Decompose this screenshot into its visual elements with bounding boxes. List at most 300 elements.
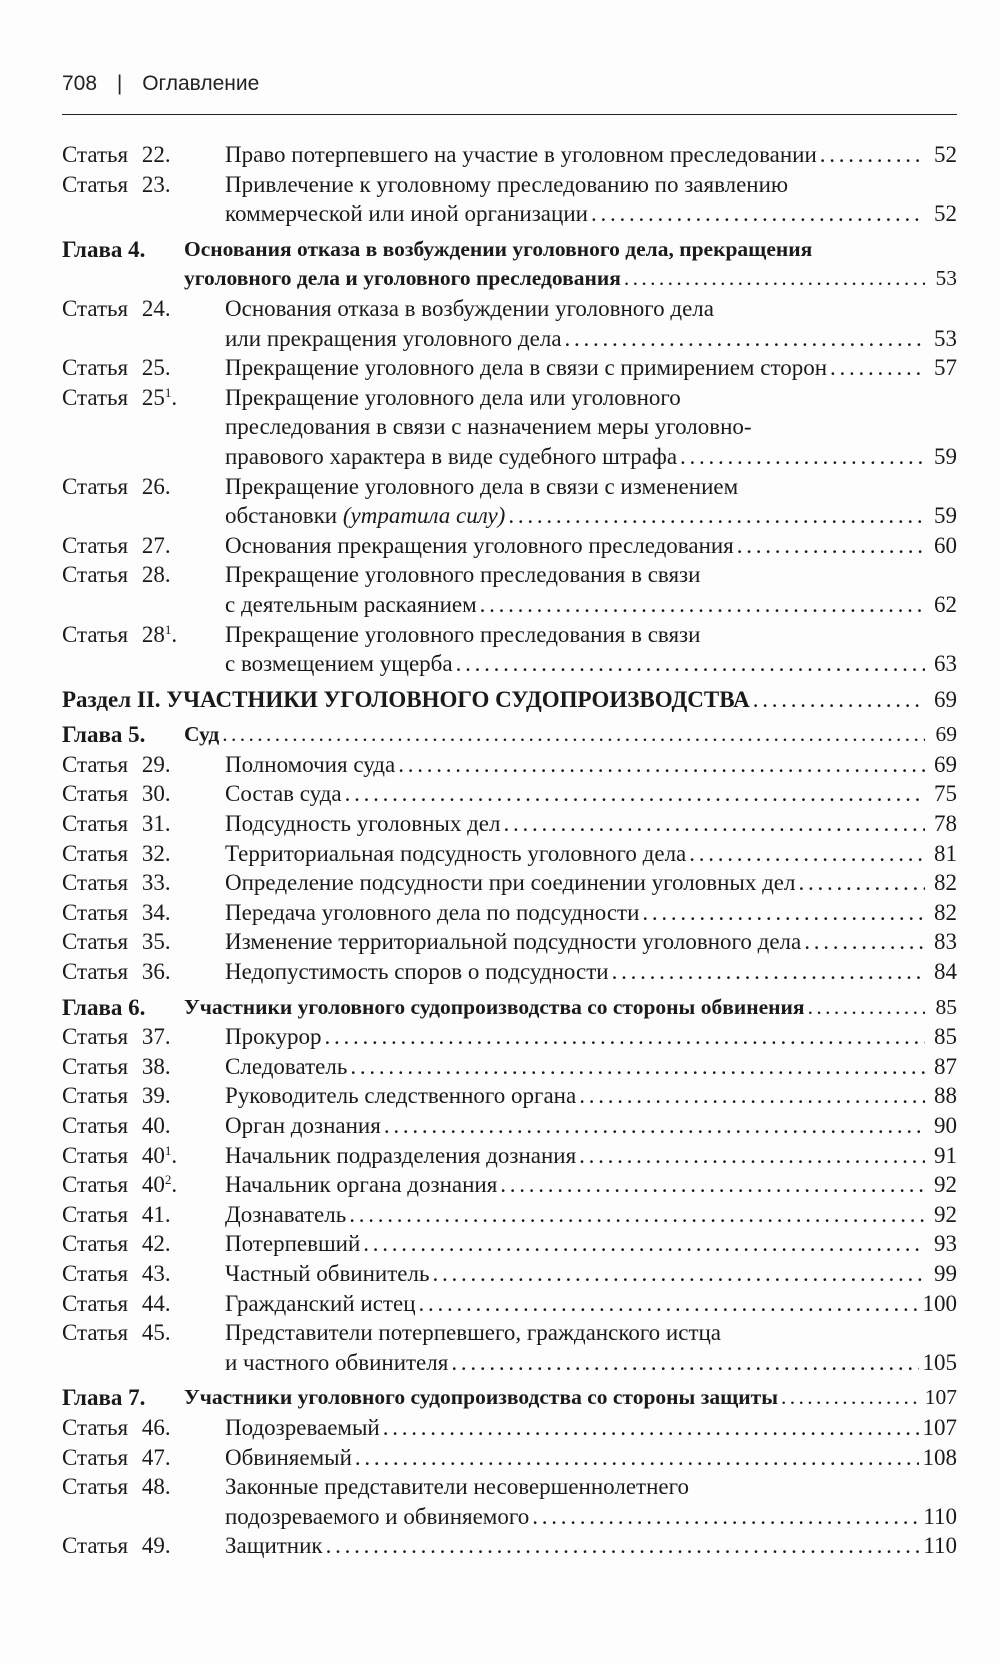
entry-label: Статья 26. <box>62 473 171 499</box>
entry-label: Статья 24. <box>62 295 171 321</box>
entry-label: Глава 7. <box>62 1385 146 1411</box>
entry-label: Статья 47. <box>62 1444 171 1470</box>
entry-number: 23 <box>141 171 165 197</box>
entry-title-line: Право потерпевшего на участие в уголовном преследовании <box>225 142 817 167</box>
entry-label: Статья 35. <box>62 929 171 955</box>
entry-title <box>225 1111 957 1141</box>
entry-label: Глава 6. <box>62 994 146 1020</box>
entry-title-lastline <box>184 993 957 1023</box>
dot-leader <box>355 1443 919 1473</box>
entry-label: Статья 28. <box>62 562 171 588</box>
dot-leader <box>363 1229 925 1259</box>
entry-prefix: Статья <box>62 1142 129 1168</box>
entry-title-text <box>225 1170 497 1200</box>
toc-entry-article <box>62 927 957 957</box>
entry-page-number: 90 <box>934 1113 957 1138</box>
entry-page-number: 69 <box>935 722 957 747</box>
entry-title-line: Подсудность уголовных дел <box>225 811 501 837</box>
entry-title-text <box>225 1289 416 1319</box>
entry-title-text <box>225 1259 429 1289</box>
entry-page-number: 108 <box>922 1444 957 1470</box>
entry-label: Статья 42. <box>62 1231 171 1257</box>
entry-title-text <box>225 839 686 869</box>
entry-page-number: 52 <box>934 142 957 167</box>
entry-title-line: Прекращение уголовного преследования в связи <box>225 562 701 588</box>
entry-title-line: Основания прекращения уголовного преследования <box>225 532 734 558</box>
entry-number-superscript: 1 <box>164 1142 172 1158</box>
entry-title-line: Законные представители несовершеннолетнего <box>225 1474 689 1500</box>
toc-entry-article <box>62 531 957 561</box>
entry-title-line: Орган дознания <box>225 1113 381 1138</box>
entry-page-number: 81 <box>934 840 957 866</box>
entry-page-number: 107 <box>922 1414 957 1440</box>
entry-title-line: Представители потерпевшего, гражданского истца <box>225 1320 722 1346</box>
toc-entry-section <box>62 685 957 715</box>
toc-entry-article <box>62 1081 957 1111</box>
entry-title-text <box>225 898 639 928</box>
toc-entry-article <box>62 957 957 987</box>
entry-page-number: 107 <box>924 1385 957 1410</box>
entry-prefix: Статья <box>62 532 129 558</box>
entry-title-lastline <box>225 531 957 561</box>
entry-title <box>225 957 957 987</box>
dot-leader <box>798 868 925 898</box>
entry-number: 43 <box>141 1260 165 1286</box>
entry-prefix: Глава <box>62 236 123 262</box>
entry-title-lastline <box>225 590 957 620</box>
entry-number-superscript: 2 <box>164 1172 172 1188</box>
entry-title-lastline <box>225 1229 957 1259</box>
entry-title-text <box>225 199 588 229</box>
entry-title-line: Прекращение уголовного дела в связи с примирением сторон <box>225 355 827 381</box>
entry-title <box>225 472 957 531</box>
dot-leader <box>689 839 925 869</box>
entry-title-line: Состав суда <box>225 781 342 807</box>
entry-title-lastline <box>62 685 957 715</box>
entry-title <box>225 809 957 839</box>
entry-prefix: Статья <box>62 899 129 925</box>
entry-label: Статья 40. <box>62 1113 171 1138</box>
dot-leader <box>222 720 925 750</box>
entry-title-text <box>225 1413 380 1443</box>
entry-title-line: и частного обвинителя <box>225 1349 449 1375</box>
entry-prefix: Глава <box>62 994 123 1020</box>
entry-page-number: 85 <box>934 1024 957 1050</box>
entry-page-number: 110 <box>923 1533 957 1559</box>
entry-number-superscript: 1 <box>164 621 172 637</box>
entry-page-number: 93 <box>934 1231 957 1257</box>
dot-leader <box>508 501 925 531</box>
entry-title-lastline <box>225 1141 957 1171</box>
entry-page-number: 99 <box>934 1260 957 1286</box>
entry-prefix: Статья <box>62 751 129 777</box>
entry-title-text <box>225 353 827 383</box>
entry-prefix: Статья <box>62 473 129 499</box>
entry-number: 47 <box>141 1444 165 1470</box>
entry-title <box>225 170 957 229</box>
entry-title-line: Потерпевший <box>225 1231 361 1257</box>
entry-number: 33 <box>141 870 165 896</box>
page-number: 708 <box>62 72 98 95</box>
entry-number: 28 <box>141 621 165 647</box>
dot-leader <box>324 1022 925 1052</box>
toc-entry-article <box>62 294 957 353</box>
toc-entry-article <box>62 140 957 170</box>
toc-entry-article <box>62 170 957 229</box>
toc-entry-article <box>62 560 957 619</box>
entry-label: Глава 5. <box>62 722 146 748</box>
entry-page-number: 69 <box>934 751 957 777</box>
entry-title-line: Защитник <box>225 1533 323 1559</box>
entry-page-number: 82 <box>934 870 957 896</box>
entry-title-line: Участники уголовного судопроизводства со стороны защиты <box>184 1385 778 1410</box>
entry-number: 40 <box>141 1142 165 1168</box>
entry-label: Статья 45. <box>62 1320 171 1346</box>
header-title: Оглавление <box>142 72 260 95</box>
entry-title-lastline <box>225 1259 957 1289</box>
entry-prefix: Статья <box>62 1024 129 1050</box>
toc-entry-chapter <box>62 235 957 294</box>
entry-prefix: Статья <box>62 811 129 837</box>
entry-title-line: с возмещением ущерба <box>225 651 453 677</box>
entry-title-line: Основания отказа в возбуждении уголовного дела, прекращения <box>184 236 813 261</box>
entry-title-text <box>225 957 609 987</box>
entry-title-line: Основания отказа в возбуждении уголовного дела <box>225 295 714 321</box>
entry-title-text <box>225 1200 346 1230</box>
entry-title-line: подозреваемого и обвиняемого <box>225 1503 530 1529</box>
entry-title-text <box>225 649 453 679</box>
entry-label: Статья 36. <box>62 959 171 985</box>
entry-label: Статья 27. <box>62 532 171 558</box>
entry-title <box>225 531 957 561</box>
entry-title-line: правового характера в виде судебного штрафа <box>225 443 678 469</box>
entry-title-line: с деятельным раскаянием <box>225 591 477 617</box>
entry-label: Статья 25. <box>62 355 171 381</box>
entry-page-number: 91 <box>934 1142 957 1168</box>
entry-title-line: Частный обвинитель <box>225 1260 430 1286</box>
entry-title-line: Начальник подразделения дознания <box>225 1142 577 1168</box>
dot-leader <box>612 957 925 987</box>
entry-label: Статья 37. <box>62 1024 171 1050</box>
entry-page-number: 53 <box>935 266 957 291</box>
entry-title-text <box>225 1229 360 1259</box>
entry-title-text <box>184 1383 778 1413</box>
entry-title-line: Недопустимость споров о подсудности <box>225 959 609 985</box>
entry-prefix: Статья <box>62 1113 129 1138</box>
entry-title <box>225 140 957 170</box>
entry-number: 42 <box>141 1231 165 1257</box>
entry-label: Статья 31. <box>62 811 171 837</box>
entry-title <box>225 1170 957 1200</box>
entry-title-line: Прекращение уголовного дела в связи с изменением <box>225 473 739 499</box>
toc-entry-chapter <box>62 1383 957 1413</box>
entry-title-line: или прекращения уголовного дела <box>225 325 562 351</box>
dot-leader <box>432 1259 925 1289</box>
entry-number: 48 <box>141 1474 165 1500</box>
entry-title-text <box>225 927 801 957</box>
entry-title-line: Гражданский истец <box>225 1290 416 1316</box>
entry-prefix: Статья <box>62 1201 129 1227</box>
entry-prefix: Статья <box>62 1474 129 1500</box>
entry-label: Статья $28^1$. <box>62 621 178 647</box>
toc-entry-chapter <box>62 993 957 1023</box>
entry-number: 40 <box>141 1172 165 1198</box>
entry-title <box>225 1229 957 1259</box>
entry-prefix: Статья <box>62 1053 129 1079</box>
entry-title-text <box>225 324 562 354</box>
entry-title-lastline <box>225 1413 957 1443</box>
entry-number: 45 <box>141 1320 165 1346</box>
entry-page-number: 92 <box>934 1172 957 1198</box>
entry-number: 30 <box>141 781 165 807</box>
toc-entry-article <box>62 383 957 472</box>
toc-entry-article <box>62 1111 957 1141</box>
entry-title-lastline <box>225 927 957 957</box>
entry-page-number: 69 <box>934 686 957 712</box>
entry-title <box>184 1383 957 1413</box>
entry-title <box>225 1200 957 1230</box>
entry-number: 25 <box>141 355 165 381</box>
entry-page-number: 84 <box>934 959 957 985</box>
toc-entry-article <box>62 1443 957 1473</box>
entry-title-line: Полномочия суда <box>225 751 396 777</box>
entry-title-lastline <box>225 868 957 898</box>
entry-title-text <box>184 264 621 294</box>
entry-label: Статья $40^2$. <box>62 1172 178 1198</box>
entry-page-number: 82 <box>934 899 957 925</box>
entry-title-line: Подозреваемый <box>225 1414 380 1440</box>
entry-title-line: Дознаватель <box>225 1201 347 1227</box>
toc-entry-article <box>62 1259 957 1289</box>
entry-title <box>225 1022 957 1052</box>
entry-title-line: Прокурор <box>225 1024 322 1050</box>
entry-label: Статья 29. <box>62 751 171 777</box>
entry-title <box>225 868 957 898</box>
entry-prefix: Статья <box>62 1290 129 1316</box>
entry-title-lastline <box>225 1111 957 1141</box>
toc-entry-article <box>62 898 957 928</box>
entry-page-number: 83 <box>934 929 957 955</box>
entry-title-lastline <box>225 809 957 839</box>
entry-number: 24 <box>141 295 165 321</box>
entry-title-line: обстановки <box>225 503 343 529</box>
entry-page-number: 88 <box>934 1083 957 1109</box>
entry-label: Статья 46. <box>62 1414 171 1440</box>
entry-page-number: 75 <box>934 781 957 807</box>
entry-label: Статья 44. <box>62 1290 171 1316</box>
entry-title-lastline <box>225 1443 957 1473</box>
entry-title-line: Территориальная подсудность уголовного дела <box>225 840 687 866</box>
dot-leader <box>565 324 925 354</box>
entry-page-number: 63 <box>934 651 957 677</box>
dot-leader <box>804 927 925 957</box>
entry-number: 4 <box>128 236 140 262</box>
entry-title-lastline <box>225 353 957 383</box>
entry-prefix: Статья <box>62 1260 129 1286</box>
dot-leader <box>503 809 925 839</box>
entry-title-text <box>225 750 395 780</box>
entry-title-line: коммерческой или иной организации <box>225 201 588 227</box>
toc-entry-article <box>62 472 957 531</box>
entry-label: Статья 43. <box>62 1260 171 1286</box>
entry-page-number: 110 <box>923 1503 957 1529</box>
entry-label: Статья 48. <box>62 1474 171 1500</box>
entry-title <box>225 620 957 679</box>
entry-number: 25 <box>141 384 165 410</box>
dot-leader <box>532 1502 919 1532</box>
entry-title-italic-note: (утратила силу) <box>342 503 506 529</box>
entry-title-text <box>225 1081 576 1111</box>
entry-title <box>225 1289 957 1319</box>
entry-title <box>225 1531 957 1561</box>
entry-title-text <box>225 1531 323 1561</box>
entry-title <box>62 685 957 715</box>
entry-number: 46 <box>141 1414 165 1440</box>
entry-title-text <box>62 685 750 715</box>
toc-entry-article <box>62 779 957 809</box>
entry-title <box>184 993 957 1023</box>
entry-page-number: 59 <box>934 443 957 469</box>
entry-prefix: Статья <box>62 870 129 896</box>
entry-title <box>225 1052 957 1082</box>
entry-title-line: Передача уголовного дела по подсудности <box>225 899 640 925</box>
entry-title-text <box>225 809 500 839</box>
entry-title-lastline <box>184 720 957 750</box>
entry-label: Статья 32. <box>62 840 171 866</box>
entry-title-text <box>225 1022 321 1052</box>
entry-prefix: Статья <box>62 781 129 807</box>
entry-prefix: Статья <box>62 1444 129 1470</box>
dot-leader <box>345 779 925 809</box>
entry-title <box>225 750 957 780</box>
entry-title-line: Следователь <box>225 1053 348 1079</box>
entry-number: 38 <box>141 1053 165 1079</box>
entry-title <box>225 1413 957 1443</box>
dot-leader <box>624 264 925 294</box>
entry-label: Статья $25^1$. <box>62 384 178 410</box>
entry-page-number: 87 <box>934 1053 957 1079</box>
entry-prefix: Глава <box>62 1385 123 1411</box>
toc-entry-article <box>62 1200 957 1230</box>
entry-title-lastline <box>184 264 957 294</box>
entry-title-line: Привлечение к уголовному преследованию по заявлению <box>225 171 789 197</box>
entry-title-lastline <box>225 1502 957 1532</box>
entry-number: 49 <box>141 1533 165 1559</box>
dot-leader <box>830 353 925 383</box>
entry-title-line: Суд <box>184 722 220 747</box>
toc-entry-article <box>62 353 957 383</box>
dot-leader <box>737 531 925 561</box>
entry-title <box>225 898 957 928</box>
entry-title <box>225 294 957 353</box>
toc-entry-article <box>62 809 957 839</box>
entry-title-text <box>225 1502 529 1532</box>
entry-number: 37 <box>141 1024 165 1050</box>
entry-title-lastline <box>225 649 957 679</box>
entry-title-lastline <box>225 1170 957 1200</box>
entry-label: Статья 22. <box>62 142 171 167</box>
entry-label: Статья 33. <box>62 870 171 896</box>
dot-leader <box>349 1200 925 1230</box>
toc-entry-article <box>62 1052 957 1082</box>
entry-label: Статья 34. <box>62 899 171 925</box>
entry-page-number: 62 <box>934 591 957 617</box>
entry-number: 5 <box>128 722 140 748</box>
entry-number: 7 <box>128 1385 140 1411</box>
toc-entry-article <box>62 1022 957 1052</box>
dot-leader <box>451 1348 918 1378</box>
entry-prefix: Статья <box>62 1231 129 1257</box>
toc-entry-article <box>62 1472 957 1531</box>
entry-number: 22 <box>141 142 165 167</box>
dot-leader <box>398 750 925 780</box>
toc-entry-article <box>62 868 957 898</box>
entry-number: 41 <box>141 1201 165 1227</box>
entry-prefix: Статья <box>62 1083 129 1109</box>
entry-title-text <box>225 442 677 472</box>
toc-entry-article <box>62 1318 957 1377</box>
entry-title <box>225 383 957 472</box>
entry-page-number: 78 <box>934 811 957 837</box>
entry-number: 28 <box>141 562 165 588</box>
entry-title-text <box>225 590 477 620</box>
entry-number: 6 <box>128 994 140 1020</box>
dot-leader <box>579 1081 925 1111</box>
entry-title-lastline <box>225 1200 957 1230</box>
entry-title-line: уголовного дела и уголовного преследования <box>184 266 621 291</box>
entry-title <box>225 353 957 383</box>
dot-leader <box>591 199 925 229</box>
entry-prefix: Статья <box>62 1172 129 1198</box>
entry-title-line: Определение подсудности при соединении уголовных дел <box>225 870 796 896</box>
entry-label: Статья 23. <box>62 171 171 197</box>
header-separator: | <box>116 72 123 95</box>
entry-number: 31 <box>141 811 165 837</box>
entry-title-text <box>184 720 219 750</box>
entry-title-lastline <box>225 750 957 780</box>
entry-title-lastline <box>225 1289 957 1319</box>
header-rule <box>62 114 957 115</box>
entry-number: 40 <box>141 1113 165 1138</box>
entry-title-lastline <box>225 839 957 869</box>
entry-page-number: 105 <box>922 1349 957 1375</box>
entry-title-line: Начальник органа дознания <box>225 1172 498 1198</box>
entry-prefix: Статья <box>62 840 129 866</box>
entry-prefix: Статья <box>62 959 129 985</box>
entry-title-text <box>225 1052 347 1082</box>
entry-page-number: 59 <box>934 503 957 529</box>
entry-title <box>225 1081 957 1111</box>
entry-page-number: 52 <box>934 201 957 227</box>
toc-entry-article <box>62 1141 957 1171</box>
dot-leader <box>579 1141 925 1171</box>
entry-label: Статья 41. <box>62 1201 171 1227</box>
entry-prefix: Статья <box>62 621 129 647</box>
entry-prefix: Статья <box>62 562 129 588</box>
entry-title-lastline <box>225 898 957 928</box>
toc-entry-article <box>62 1289 957 1319</box>
entry-title-line: Участники уголовного судопроизводства со стороны обвинения <box>184 994 805 1019</box>
entry-page-number: 60 <box>934 532 957 558</box>
entry-title-line: Раздел II. УЧАСТНИКИ УГОЛОВНОГО СУДОПРОИЗВОДСТВА <box>62 686 750 712</box>
entry-title-lastline <box>225 1081 957 1111</box>
entry-title-lastline <box>225 957 957 987</box>
dot-leader <box>456 649 925 679</box>
entry-page-number: 100 <box>922 1290 957 1316</box>
entry-title-lastline <box>184 1383 957 1413</box>
entry-prefix: Статья <box>62 295 129 321</box>
entry-label: Статья 39. <box>62 1083 171 1109</box>
